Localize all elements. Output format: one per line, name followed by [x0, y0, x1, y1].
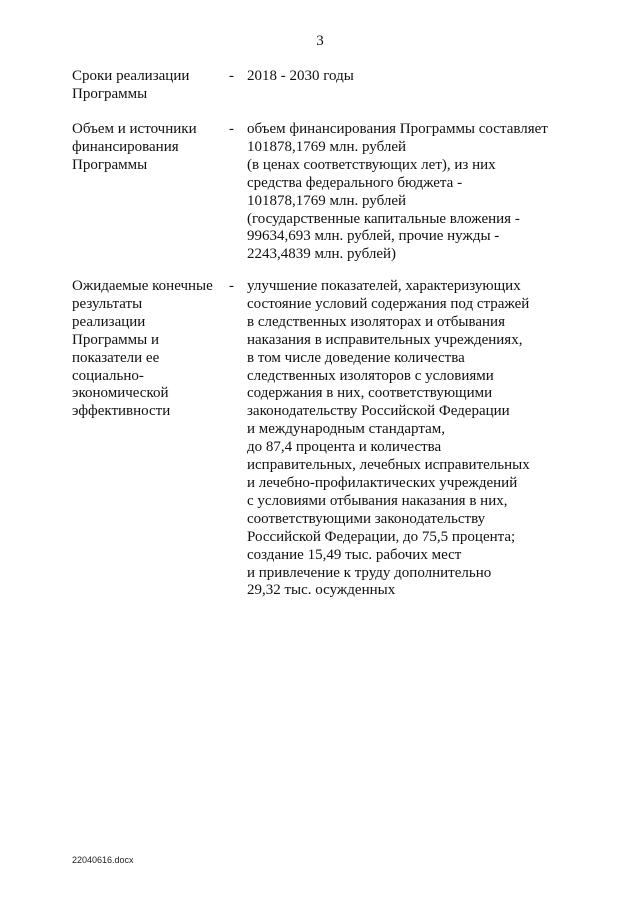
- value-line: 29,32 тыс. осужденных: [247, 582, 396, 599]
- value-line: объем финансирования Программы составляет: [247, 121, 548, 137]
- value-line: создание 15,49 тыс. рабочих мест: [247, 546, 462, 563]
- value-line: 101878,1769 млн. рублей: [247, 138, 407, 155]
- value-line: Российской Федерации, до 75,5 процента;: [247, 528, 516, 545]
- value-line: состояние условий содержания под стражей: [247, 295, 530, 312]
- label-line: социально-: [72, 367, 144, 384]
- dash-separator: -: [229, 68, 234, 84]
- value-line: улучшение показателей, характеризующих: [247, 278, 521, 294]
- label-line: эффективности: [72, 403, 171, 420]
- page-number: 3: [316, 33, 324, 49]
- value-line: 101878,1769 млн. рублей: [247, 192, 407, 209]
- value-line: законодательству Российской Федерации: [247, 403, 510, 420]
- label-line: реализации: [72, 313, 146, 330]
- value-line: 99634,693 млн. рублей, прочие нужды -: [247, 228, 500, 245]
- dash-separator: -: [229, 278, 234, 294]
- dash-separator: -: [229, 121, 234, 137]
- label-line: Программы и: [72, 331, 159, 348]
- section-label: [72, 121, 222, 175]
- footer-filename: 22040616.docx: [72, 855, 134, 865]
- value-line: и международным стандартам,: [247, 421, 445, 438]
- value-line: средства федерального бюджета -: [247, 174, 463, 191]
- value-line: до 87,4 процента и количества: [247, 439, 442, 456]
- value-line: соответствующими законодательству: [247, 510, 486, 527]
- value-line: наказания в исправительных учреждениях,: [247, 331, 523, 348]
- label-line: Ожидаемые конечные: [72, 278, 213, 294]
- section-label: [72, 278, 222, 421]
- label-line: результаты: [72, 295, 143, 312]
- value-line: 2018 - 2030 годы: [247, 68, 354, 84]
- section-value: [247, 121, 567, 264]
- value-line: в том числе доведение количества: [247, 349, 465, 366]
- value-line: (в ценах соответствующих лет), из них: [247, 156, 496, 173]
- label-line: Программы: [72, 85, 148, 102]
- section-value: [247, 68, 567, 86]
- value-line: (государственные капитальные вложения -: [247, 210, 520, 227]
- value-line: содержания в них, соответствующими: [247, 385, 493, 402]
- value-line: следственных изоляторов с условиями: [247, 367, 494, 384]
- value-line: с условиями отбывания наказания в них,: [247, 492, 508, 509]
- label-line: Сроки реализации: [72, 68, 190, 84]
- section-value: [247, 278, 567, 600]
- section-label: [72, 68, 222, 104]
- label-line: Программы: [72, 156, 148, 173]
- label-line: экономической: [72, 385, 169, 402]
- value-line: 2243,4839 млн. рублей): [247, 246, 397, 263]
- label-line: Объем и источники: [72, 121, 197, 137]
- value-line: в следственных изоляторах и отбывания: [247, 313, 505, 330]
- label-line: показатели ее: [72, 349, 160, 366]
- value-line: и лечебно-профилактических учреждений: [247, 474, 518, 491]
- value-line: и привлечение к труду дополнительно: [247, 564, 492, 581]
- label-line: финансирования: [72, 138, 179, 155]
- value-line: исправительных, лечебных исправительных: [247, 457, 530, 474]
